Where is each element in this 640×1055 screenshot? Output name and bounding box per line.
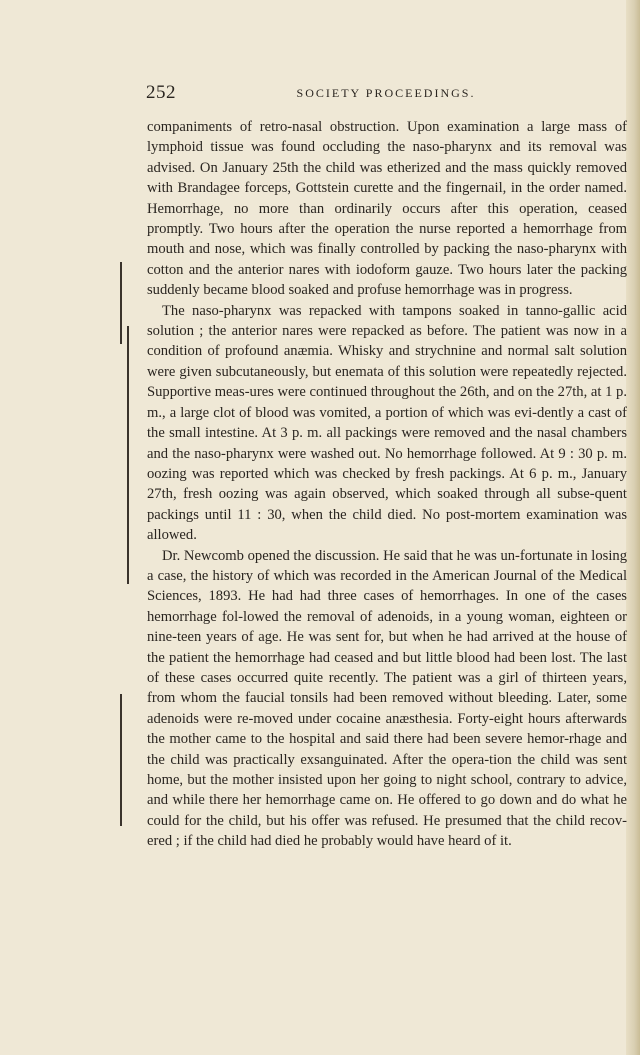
body-text [147,117,627,852]
paragraph: The naso-pharynx was repacked with tampons soaked in tanno-gallic acid solution ; the anterior nares were repacked as before. The patient was now in a condition of profound anæmia. Whisky and strychnine and normal salt solution were given subcutaneously, but enemata of this solution were repeatedly rejected. Supportive meas-ures were continued throughout the 26th, and on the 27th, at 1 p. m., a large clot of blood was vomited, a portion of which was evi-dently a cast of the small intestine. At 3 p. m. all packings were removed and the nasal chambers and the naso-pharynx were washed out. No hemorrhage followed. At 9 : 30 p. m. oozing was reported which was checked by fresh packings. At 6 p. m., January 27th, fresh oozing was again observed, which soaked through all subse-quent packings until 11 : 30, when the child died. No post-mortem examination was allowed. [147,302,627,544]
paragraph: Dr. Newcomb opened the discussion. He said that he was un-fortunate in losing a case, the history of which was recorded in the American Journal of the Medical Sciences, 1893. He had had three cases of hemorrhages. In one of the cases hemorrhage fol-lowed the removal of adenoids, in a young woman, eighteen or nine-teen years of age. He was sent for, but when he had arrived at the house of the patient the hemorrhage had ceased and but little blood had been lost. The last of these cases occurred quite recently. The patient was a girl of thirteen years, from whom the faucial tonsils had been removed without bleeding. Later, some adenoids were re-moved under cocaine anæsthesia. Forty-eight hours afterwards the mother came to the hospital and said there had been severe hemor-rhage and the child was practically exsanguinated. After the opera-tion the child was sent home, but the mother insisted upon her going to night school, contrary to advice, and while there her hemorrhage came on. He offered to go down and do what he could for the child, but his offer was refused. He presumed that the child recov-ered ; if the child had died he probably would have heard of it. [147,547,627,850]
running-head: SOCIETY PROCEEDINGS. [296,86,476,100]
margin-bracket-mark [127,326,129,584]
page-number: 252 [146,82,176,103]
page-header [146,82,626,104]
paragraph: companiments of retro-nasal obstruction. Upon examination a large mass of lymphoid tissue was found occluding the naso-pharynx and its removal was advised. On January 25th the child was etherized and the mass quickly removed with Brandagee forceps, Gottstein curette and the fingernail, in the order named. Hemorrhage, no more than ordinarily occurs after this operation, ceased promptly. Two hours after the operation the nurse reported a hemorrhage from mouth and nose, which was finally controlled by packing the naso-pharynx with cotton and the anterior nares with iodoform gauze. Two hours later the packing suddenly became blood soaked and profuse hemorrhage was in progress. [147,119,627,299]
margin-bracket-mark [120,694,122,826]
page-edge [626,0,640,1055]
margin-bracket-mark [120,262,122,344]
